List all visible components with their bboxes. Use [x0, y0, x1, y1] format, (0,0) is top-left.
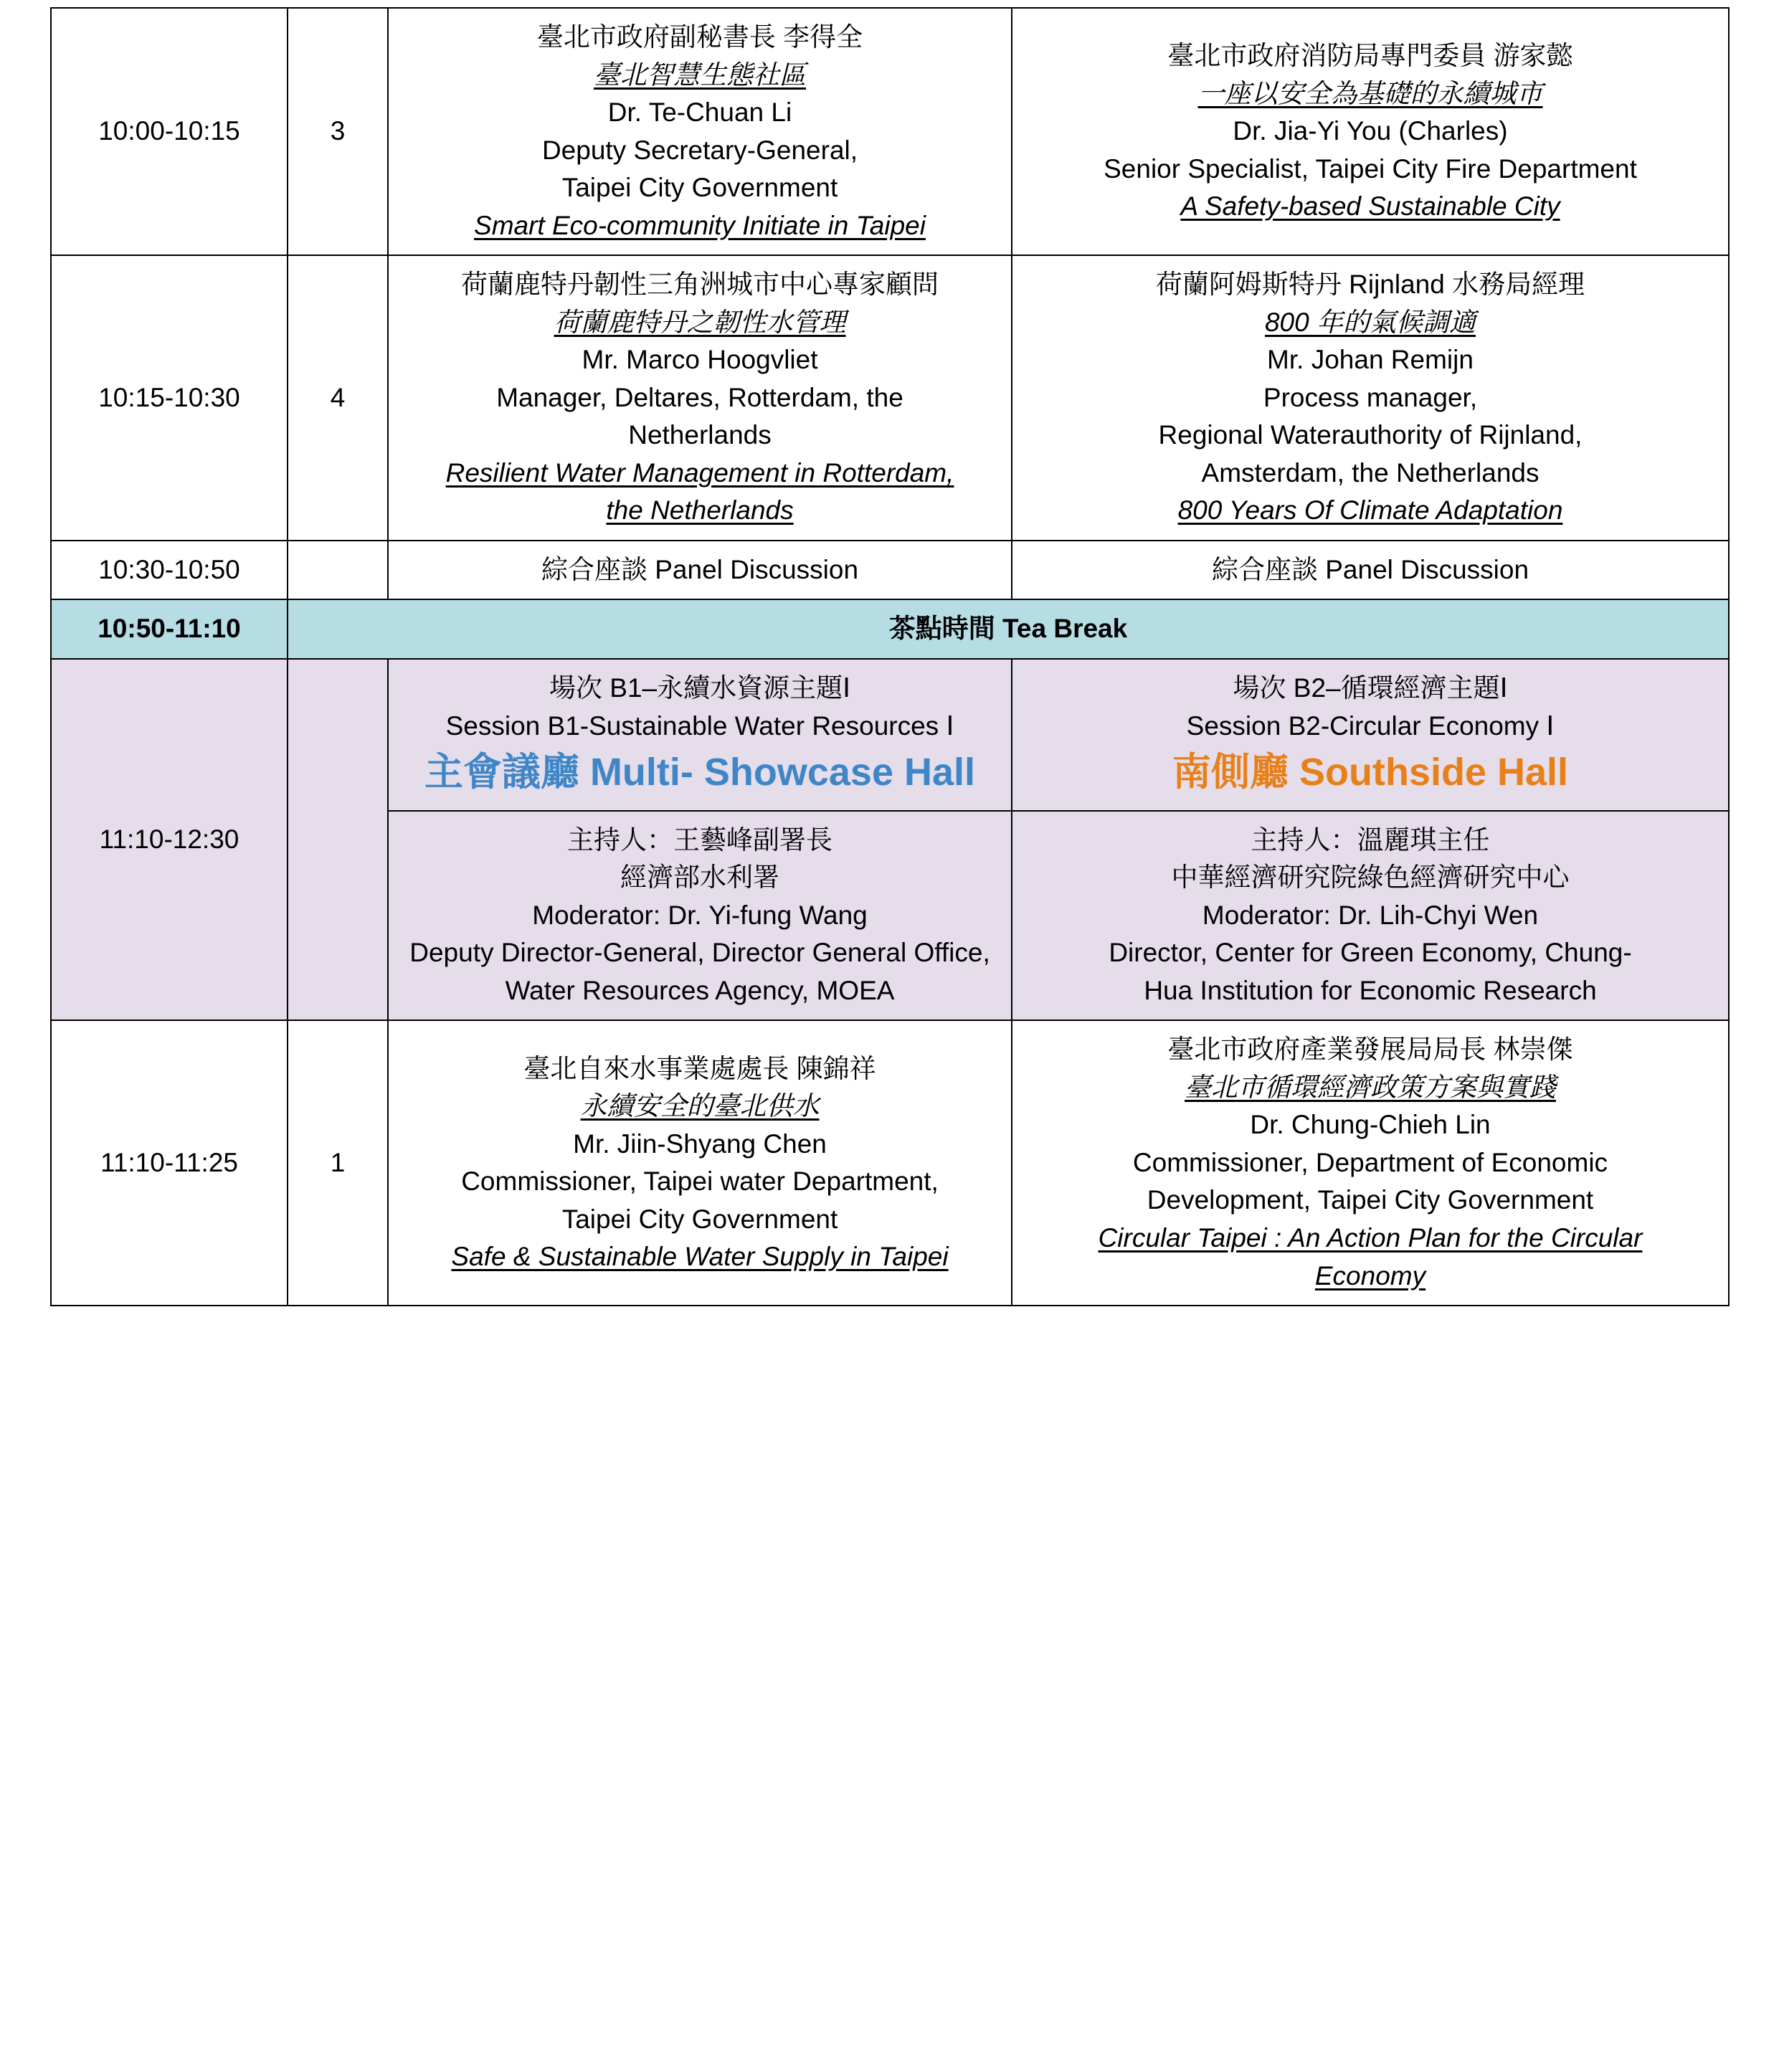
tea-break-row — [51, 599, 1729, 659]
moderator-a — [388, 811, 1012, 1021]
talk-title-en: Safe & Sustainable Water Supply in Taipei — [451, 1242, 949, 1272]
session-number — [288, 659, 388, 1020]
talk-title-en: 800 Years Of Climate Adaptation — [1177, 495, 1563, 526]
agenda-table — [50, 7, 1730, 1306]
speaker-role-line2: Taipei City Government — [561, 173, 838, 203]
talk-title-zh: 臺北市循環經濟政策方案與實踐 — [1185, 1072, 1556, 1102]
row-time: 11:10-11:25 — [51, 1020, 288, 1306]
session-header-row — [51, 659, 1729, 811]
talk-title-en: Smart Eco-community Initiate in Taipei — [474, 210, 926, 240]
talk-title-zh: 永續安全的臺北供水 — [580, 1091, 820, 1121]
speaker-title-zh: 臺北市政府消防局專門委員 游家懿 — [1167, 41, 1573, 71]
row-number: 3 — [288, 8, 388, 255]
moderator-b-line2: 中華經濟研究院綠色經濟研究中心 — [1171, 862, 1570, 893]
moderator-a-line2: 經濟部水利署 — [620, 862, 779, 893]
talk-title-en-line2: the Netherlands — [606, 495, 794, 526]
moderator-b-line5: Hua Institution for Economic Research — [1144, 975, 1597, 1005]
speaker-name: Dr. Chung-Chieh Lin — [1250, 1110, 1491, 1140]
speaker-name: Mr. Jiin-Shyang Chen — [573, 1128, 827, 1159]
talk-title-en-line2: Economy — [1314, 1260, 1426, 1291]
table-row — [51, 255, 1729, 541]
row-time: 10:30-10:50 — [51, 541, 288, 600]
speaker-role-line3: Amsterdam, the Netherlands — [1201, 457, 1540, 488]
row-session-b — [1012, 255, 1729, 541]
row-number: 4 — [288, 255, 388, 541]
speaker-name: Dr. Jia-Yi You (Charles) — [1233, 116, 1508, 146]
session-a-name-zh: 場次 B1–永續水資源主題Ⅰ — [549, 673, 851, 703]
row-time: 10:15-10:30 — [51, 255, 288, 541]
row-session-a — [388, 8, 1012, 255]
session-b-name-en: Session B2-Circular Economy Ⅰ — [1186, 711, 1555, 741]
session-a-hall: 主會議廳 Multi- Showcase Hall — [424, 751, 976, 794]
moderator-a-line1: 主持人：王藝峰副署長 — [567, 824, 832, 855]
table-row — [51, 8, 1729, 255]
table-row — [51, 1020, 1729, 1306]
speaker-role-line1: Manager, Deltares, Rotterdam, the — [496, 382, 903, 412]
moderator-a-line3: Moderator: Dr. Yi-fung Wang — [532, 900, 868, 930]
speaker-role-line1: Senior Specialist, Taipei City Fire Department — [1104, 153, 1637, 184]
speaker-title-zh: 臺北市政府產業發展局局長 林崇傑 — [1167, 1035, 1573, 1065]
speaker-title-zh: 臺北自來水事業處處長 陳錦祥 — [523, 1053, 876, 1083]
speaker-name: Dr. Te-Chuan Li — [607, 98, 792, 128]
speaker-name: Mr. Marco Hoogvliet — [582, 345, 818, 375]
speaker-role-line2: Development, Taipei City Government — [1147, 1185, 1594, 1215]
row-number — [288, 541, 388, 600]
session-b-header — [1012, 659, 1729, 811]
panel-discussion-row — [51, 541, 1729, 600]
talk-title-en-line1: Resilient Water Management in Rotterdam, — [445, 457, 954, 488]
session-b-hall: 南側廳 Southside Hall — [1172, 751, 1569, 794]
moderator-b-line1: 主持人：溫麗琪主任 — [1251, 824, 1490, 855]
speaker-role-line1: Deputy Secretary-General, — [541, 135, 858, 165]
speaker-name: Mr. Johan Remijn — [1267, 345, 1474, 375]
moderator-b — [1012, 811, 1729, 1021]
moderator-a-line4: Deputy Director-General, Director General Office, — [409, 938, 990, 968]
talk-title-zh: 一座以安全為基礎的永續城市 — [1197, 78, 1543, 108]
session-a-header — [388, 659, 1012, 811]
speaker-role-line2: Netherlands — [628, 420, 772, 450]
row-number: 1 — [288, 1020, 388, 1306]
speaker-role-line2: Regional Waterauthority of Rijnland, — [1158, 420, 1583, 450]
session-time: 11:10-12:30 — [51, 659, 288, 1020]
speaker-role-line1: Commissioner, Department of Economic — [1132, 1147, 1608, 1177]
row-session-a — [388, 1020, 1012, 1306]
talk-title-zh: 荷蘭鹿特丹之韌性水管理 — [554, 307, 846, 337]
speaker-role-line1: Commissioner, Taipei water Department, — [461, 1166, 939, 1197]
row-session-b — [1012, 8, 1729, 255]
panel-discussion-a: 綜合座談 Panel Discussion — [388, 541, 1012, 600]
talk-title-zh: 臺北智慧生態社區 — [594, 60, 806, 90]
session-a-name-en: Session B1-Sustainable Water Resources Ⅰ — [445, 711, 954, 741]
speaker-title-zh: 荷蘭鹿特丹韌性三角洲城市中心專家顧問 — [461, 270, 939, 300]
row-session-b — [1012, 1020, 1729, 1306]
speaker-title-zh: 荷蘭阿姆斯特丹 Rijnland 水務局經理 — [1155, 270, 1585, 300]
row-session-a — [388, 255, 1012, 541]
session-b-name-zh: 場次 B2–循環經濟主題Ⅰ — [1233, 673, 1508, 703]
panel-discussion-b: 綜合座談 Panel Discussion — [1012, 541, 1729, 600]
speaker-role-line2: Taipei City Government — [561, 1204, 838, 1234]
moderator-b-line3: Moderator: Dr. Lih-Chyi Wen — [1202, 900, 1539, 930]
moderator-b-line4: Director, Center for Green Economy, Chung- — [1109, 938, 1632, 968]
talk-title-en-line1: Circular Taipei : An Action Plan for the Circular — [1098, 1223, 1643, 1253]
talk-title-zh: 800 年的氣候調適 — [1264, 307, 1476, 337]
tea-break-label: 茶點時間 Tea Break — [288, 599, 1729, 659]
speaker-role-line1: Process manager, — [1263, 382, 1478, 412]
row-time: 10:00-10:15 — [51, 8, 288, 255]
tea-break-time: 10:50-11:10 — [51, 599, 288, 659]
moderator-a-line5: Water Resources Agency, MOEA — [505, 975, 895, 1005]
speaker-title-zh: 臺北市政府副秘書長 李得全 — [536, 22, 863, 52]
talk-title-en: A Safety-based Sustainable City — [1180, 191, 1560, 222]
